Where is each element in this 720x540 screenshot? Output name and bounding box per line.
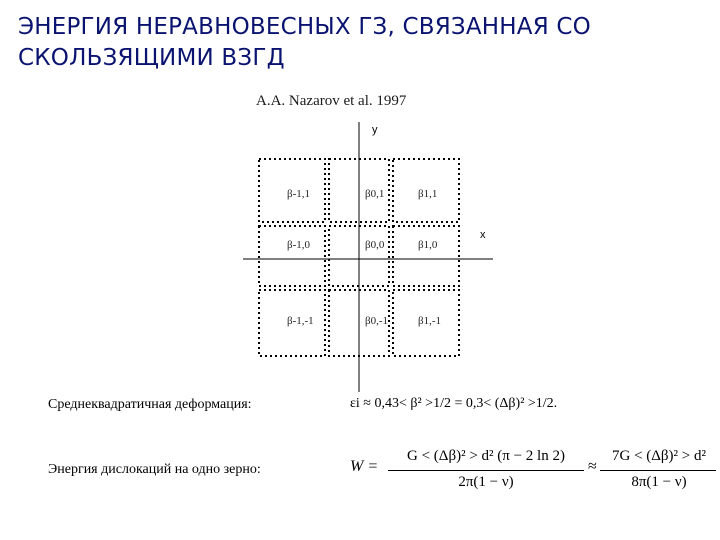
energy-label: Энергия дислокаций на одно зерно: (48, 462, 261, 477)
cell-label: β1,-1 (418, 315, 442, 327)
grain-cell (259, 226, 325, 286)
deformation-label: Среднеквадратичная деформация: (48, 397, 252, 412)
cell-label: β0,-1 (365, 315, 389, 327)
energy-numerator-1: G < (Δβ)² > d² (π − 2 ln 2) (407, 448, 565, 464)
deformation-formula: εi ≈ 0,43< β² >1/2 = 0,3< (Δβ)² >1/2. (350, 396, 558, 411)
x-axis-label: x (480, 229, 486, 241)
energy-lhs: W = (350, 458, 379, 475)
energy-numerator-2: 7G < (Δβ)² > d² (611, 448, 706, 464)
energy-denominator-2: 8π(1 − ν) (631, 474, 687, 490)
author-citation: A.A. Nazarov et al. 1997 (256, 93, 407, 109)
cell-label: β1,1 (418, 188, 438, 200)
approx-sign: ≈ (588, 458, 597, 475)
cell-label: β0,1 (365, 188, 385, 200)
title-line-1: ЭНЕРГИЯ НЕРАВНОВЕСНЫХ ГЗ, СВЯЗАННАЯ СО (18, 14, 591, 40)
fraction-bar (600, 470, 716, 471)
fraction-bar (388, 470, 584, 471)
cell-label: β-1,1 (287, 188, 311, 200)
cell-label: β-1,0 (287, 239, 311, 251)
grain-cell (393, 226, 459, 286)
cell-label: β1,0 (418, 239, 438, 251)
energy-denominator-1: 2π(1 − ν) (458, 474, 514, 490)
y-axis-label: y (372, 124, 378, 136)
cell-label: β-1,-1 (287, 315, 314, 327)
cell-label: β0,0 (365, 239, 385, 251)
title-line-2: СКОЛЬЗЯЩИМИ ВЗГД (18, 45, 285, 71)
